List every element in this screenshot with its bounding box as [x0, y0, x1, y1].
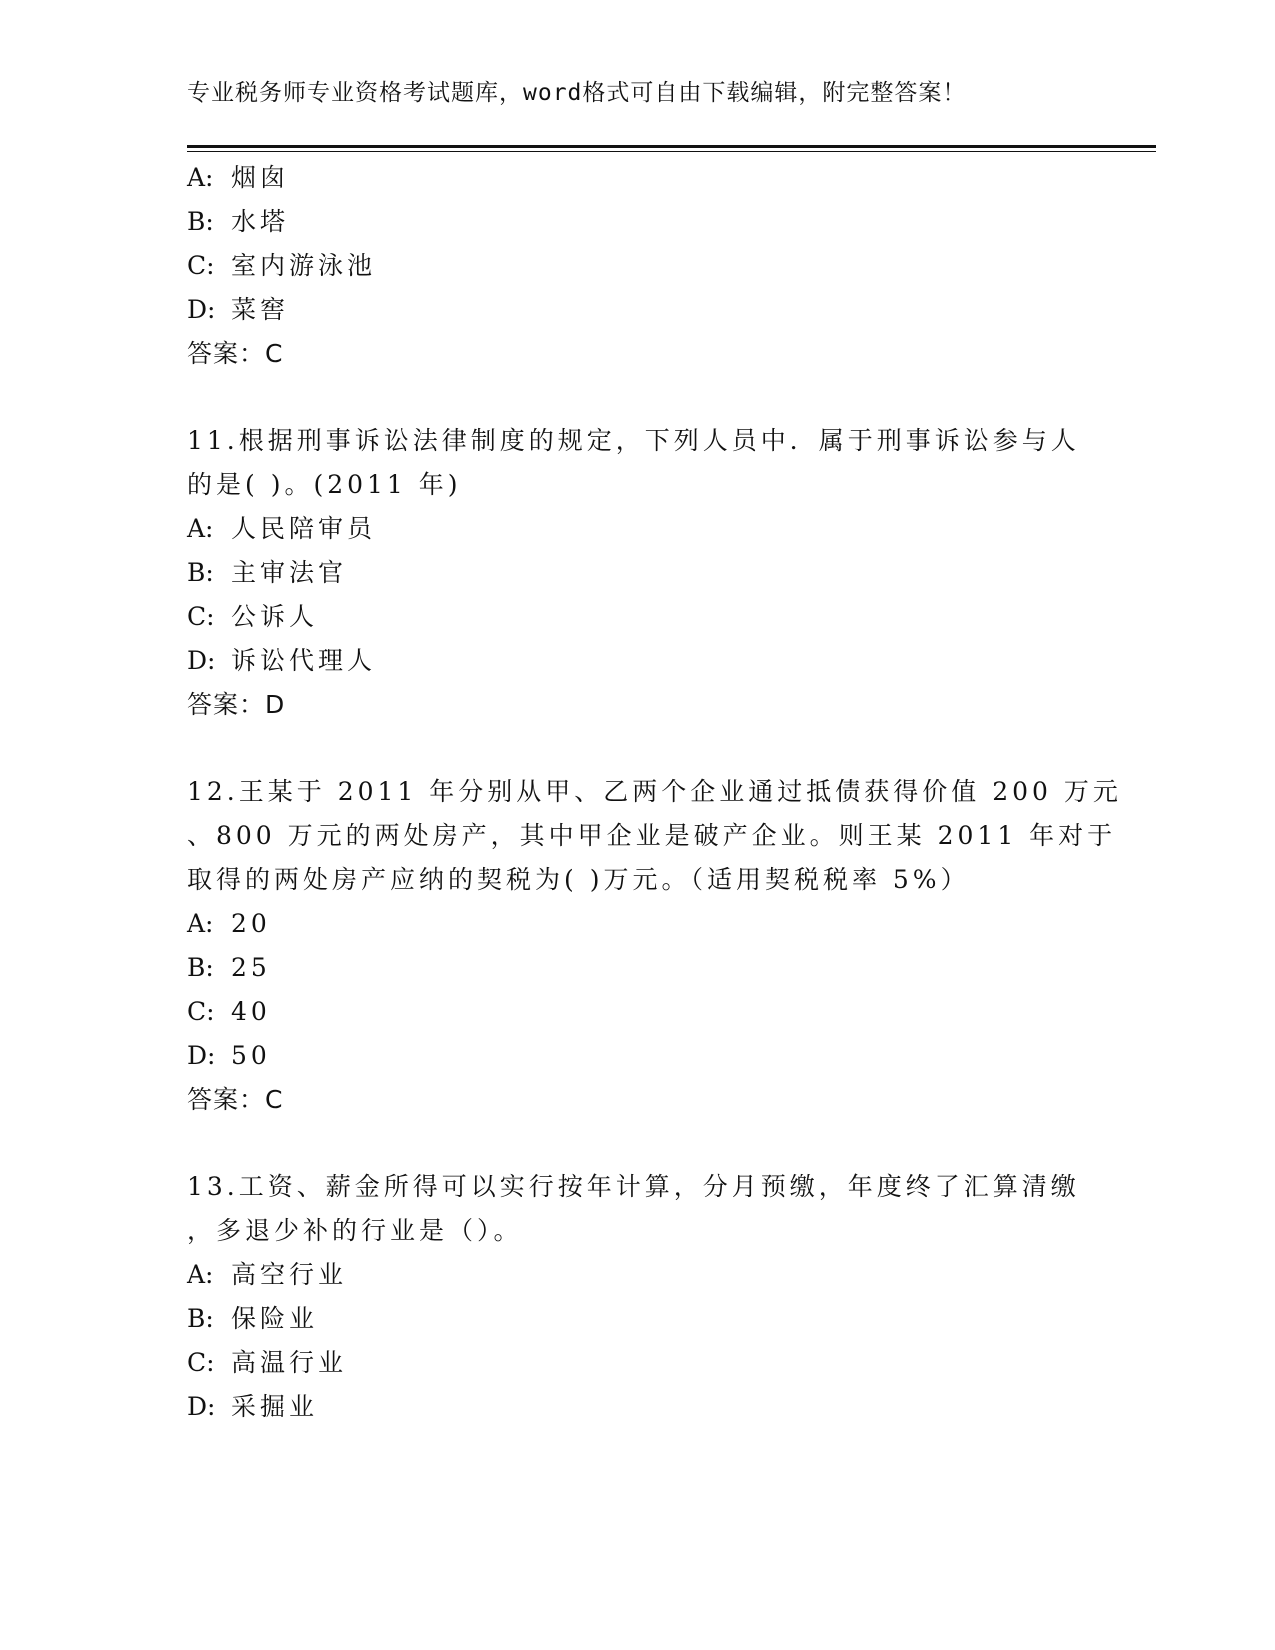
q13-option-c: C: 高温行业: [187, 1348, 348, 1377]
q11-option-a: A: 人民陪审员: [187, 514, 377, 543]
q10-option-a: A: 烟囱: [187, 163, 290, 192]
q12-option-d: D: 50: [187, 1041, 271, 1070]
header-rule: [187, 145, 1156, 148]
q10-option-c: C: 室内游泳池: [187, 251, 377, 280]
q12-option-c: C: 40: [187, 997, 271, 1026]
q12-stem-line-3: 取得的两处房产应纳的契税为( )万元。（适用契税税率 5%）: [187, 865, 970, 894]
q10-answer: 答案：C: [187, 339, 284, 368]
q12-answer: 答案：C: [187, 1085, 284, 1114]
q13-stem-line-1: 13.工资、薪金所得可以实行按年计算，分月预缴，年度终了汇算清缴: [187, 1172, 1080, 1201]
q11-option-b: B: 主审法官: [187, 558, 348, 587]
q11-option-d: D: 诉讼代理人: [187, 646, 377, 675]
q13-option-b: B: 保险业: [187, 1304, 319, 1333]
q13-option-a: A: 高空行业: [187, 1260, 348, 1289]
q12-option-a: A: 20: [187, 909, 271, 938]
q11-stem-line-1: 11.根据刑事诉讼法律制度的规定，下列人员中．属于刑事诉讼参与人: [187, 426, 1080, 455]
q12-stem-line-1: 12.王某于 2011 年分别从甲、乙两个企业通过抵债获得价值 200 万元: [187, 777, 1122, 806]
q11-answer: 答案：D: [187, 690, 286, 719]
q13-stem-line-2: ，多退少补的行业是（）。: [187, 1216, 523, 1245]
q10-option-b: B: 水塔: [187, 207, 290, 236]
q11-stem-line-2: 的是( )。(2011 年): [187, 470, 462, 499]
page-header: 专业税务师专业资格考试题库，word格式可自由下载编辑，附完整答案！: [187, 80, 967, 106]
q12-stem-line-2: 、800 万元的两处房产，其中甲企业是破产企业。则王某 2011 年对于: [187, 821, 1117, 850]
header-rule-thin: [187, 151, 1156, 152]
q13-option-d: D: 采掘业: [187, 1392, 319, 1421]
q11-option-c: C: 公诉人: [187, 602, 319, 631]
q10-option-d: D: 菜窖: [187, 295, 290, 324]
q12-option-b: B: 25: [187, 953, 271, 982]
